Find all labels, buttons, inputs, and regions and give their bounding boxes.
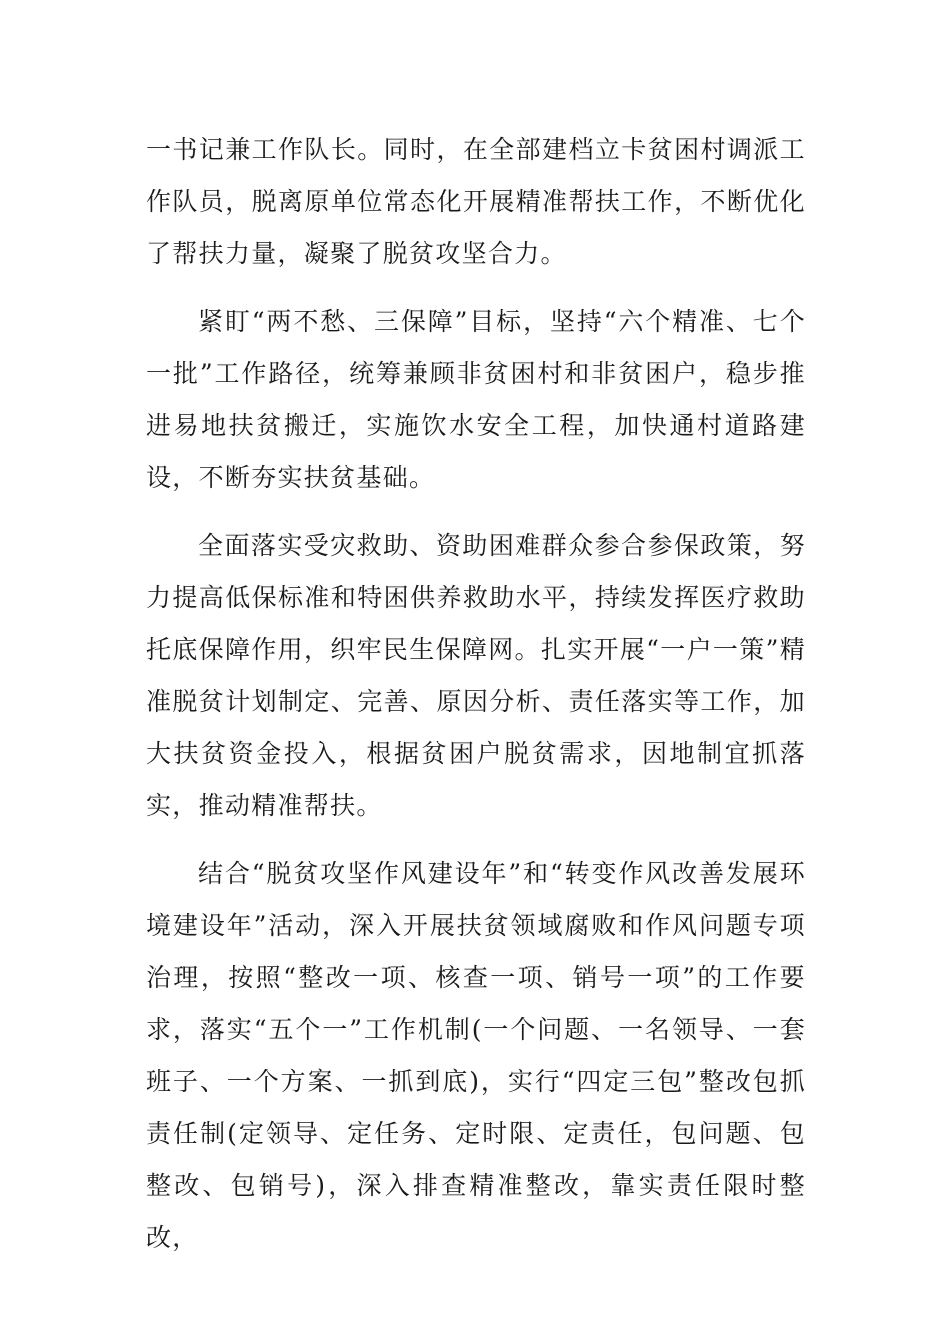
paragraph-1: 一书记兼工作队长。同时，在全部建档立卡贫困村调派工作队员，脱离原单位常态化开展精准帮扶工作，不断优化了帮扶力量，凝聚了脱贫攻坚合力。 (146, 135, 806, 268)
document-body (146, 124, 806, 1280)
paragraph-4: 结合“脱贫攻坚作风建设年”和“转变作风改善发展环境建设年”活动，深入开展扶贫领域腐败和作风问题专项治理，按照“整改一项、核查一项、销号一项”的工作要求，落实“五个一”工作机制(一个问题、一名领导、一套班子、一个方案、一抓到底)，实行“四定三包”整改包抓责任制(定领导、定任务、定时限、定责任，包问题、包整改、包销号)，深入排查精准整改，靠实责任限时整改， (146, 859, 806, 1252)
paragraph-2: 紧盯“两不愁、三保障”目标，坚持“六个精准、七个一批”工作路径，统筹兼顾非贫困村和非贫困户，稳步推进易地扶贫搬迁，实施饮水安全工程，加快通村道路建设，不断夯实扶贫基础。 (146, 307, 806, 492)
paragraph-3: 全面落实受灾救助、资助困难群众参合参保政策，努力提高低保标准和特困供养救助水平，持续发挥医疗救助托底保障作用，织牢民生保障网。扎实开展“一户一策”精准脱贫计划制定、完善、原因分析、责任落实等工作，加大扶贫资金投入，根据贫困户脱贫需求，因地制宜抓落实，推动精准帮扶。 (146, 531, 806, 820)
